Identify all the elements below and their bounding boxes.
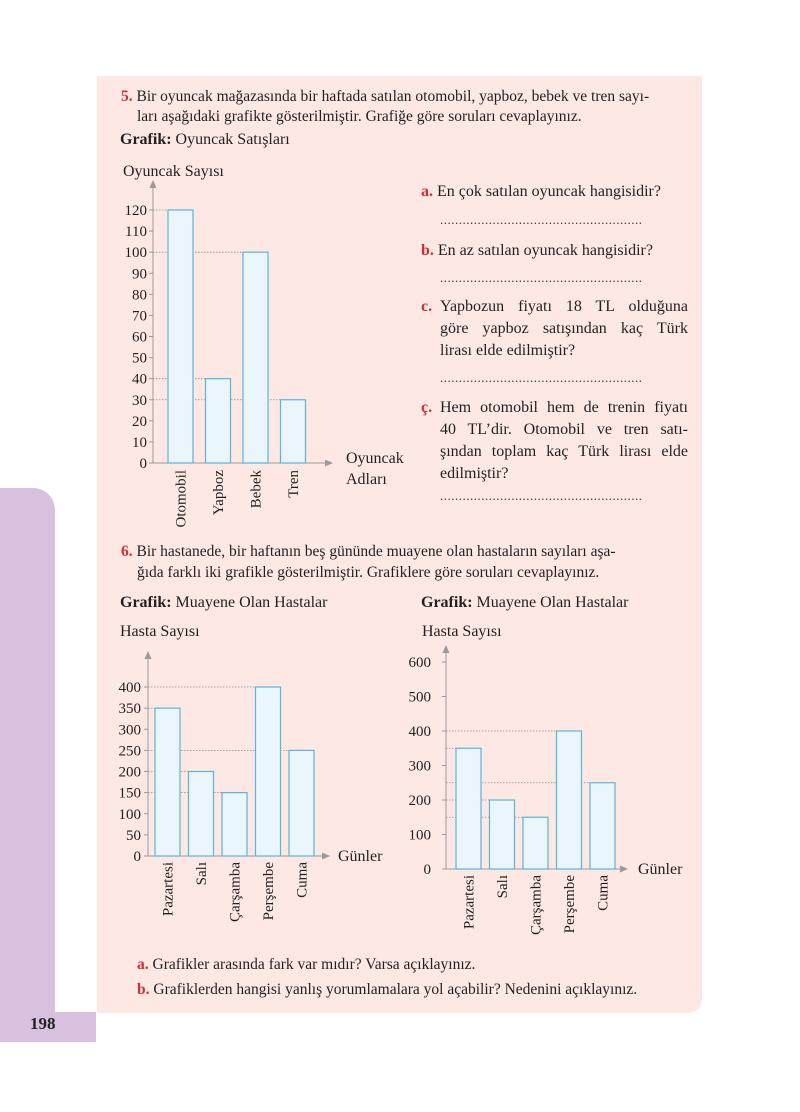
chart2-bar-cuma	[590, 783, 615, 869]
chart2-y-tick-label: 0	[423, 862, 431, 878]
q5c2-line2: 40 TL’dir. Otomobil ve tren satı-	[440, 421, 688, 438]
chart0-y-tick-label: 20	[132, 413, 147, 430]
q5c2-answer-line[interactable]: ......................................................	[440, 488, 643, 503]
chart0-y-tick-label: 70	[132, 308, 147, 325]
chart0-x-axis-label: Oyuncak	[346, 450, 404, 467]
chart1-y-tick-label: 50	[126, 827, 141, 844]
q5c-letter: c.	[421, 298, 433, 315]
q5-intro-text1: Bir oyuncak mağazasında bir haftada satılan otomobil, yapboz, bebek ve tren sayı-	[136, 88, 650, 105]
page-number: 198	[30, 1014, 56, 1033]
chart0-category-label: Bebek	[248, 470, 265, 509]
chart1-x-axis-arrow-icon	[322, 853, 330, 860]
q5c2-line1: Hem otomobil hem de trenin fiyatı	[440, 399, 688, 416]
chart1-bar-cuma	[289, 750, 314, 856]
chart1-bar-pazartesi	[155, 708, 180, 856]
q5c-line1: Yapbozun fiyatı 18 TL olduğuna	[440, 298, 688, 315]
chart2-x-axis-label: Günler	[638, 861, 683, 878]
chart2-category-label: Çarşamba	[528, 875, 545, 935]
chart1-y-tick-label: 350	[118, 701, 141, 718]
chart2-category-label: Cuma	[595, 875, 612, 911]
chart1-bar-salı	[189, 772, 214, 857]
chart2-y-tick-label: 100	[408, 827, 431, 844]
q5a-answer-line[interactable]: ......................................................	[440, 212, 643, 227]
chart1-category-label: Perşembe	[261, 862, 277, 921]
q5c2-letter: ç.	[421, 399, 433, 416]
q6-task-a-text: Grafikler arasında fark var mıdır? Varsa açıklayınız.	[152, 956, 476, 973]
chart2-category-label: Perşembe	[562, 875, 578, 934]
q6-task-a-letter: a.	[137, 956, 149, 973]
chart2-y-tick-label: 400	[408, 724, 431, 740]
q6-task-a	[137, 956, 475, 974]
q5a-letter: a.	[421, 183, 433, 200]
chart2-x-axis-arrow-icon	[620, 866, 628, 873]
chart1-category-label: Pazartesi	[160, 862, 177, 917]
q6-intro-line2: ğıda farklı iki grafikle gösterilmiştir. Grafiklere göre soruları cevaplayınız.	[137, 564, 600, 581]
q5-intro-line2: ları aşağıdaki grafikte gösterilmiştir. Grafiğe göre soruları cevaplayınız.	[137, 108, 582, 125]
chart1-y-tick-label: 100	[118, 806, 141, 823]
q6-right-graph-label: Grafik:	[421, 594, 473, 611]
chart0-y-tick-label: 30	[132, 392, 147, 409]
q5-number: 5.	[121, 88, 133, 105]
chart0-y-tick-label: 60	[132, 329, 147, 346]
chart1-bar-perşembe	[256, 687, 281, 856]
chart1-bar-çarşamba	[222, 793, 247, 856]
chart1-y-tick-label: 0	[133, 849, 141, 865]
chart1-y-tick-label: 250	[118, 743, 141, 760]
chart0-y-tick-label: 50	[132, 350, 147, 367]
chart2-y-tick-label: 200	[408, 793, 431, 809]
chart1-y-axis-arrow-icon	[145, 651, 152, 659]
chart1-x-axis-label: Günler	[338, 848, 383, 865]
chart0-y-tick-label: 110	[125, 224, 147, 241]
chart1-y-tick-label: 200	[118, 764, 141, 781]
q5c-line3: lirası elde edilmiştir?	[440, 342, 576, 359]
chart1-y-axis-label: Hasta Sayısı	[120, 623, 200, 640]
chart2-bar-çarşamba	[523, 817, 548, 869]
q6-left-graph-title: Muayene Olan Hastalar	[175, 594, 328, 611]
chart1-y-tick-label: 300	[118, 722, 141, 739]
chart1-category-label: Çarşamba	[227, 862, 244, 922]
chart2-y-axis-label: Hasta Sayısı	[422, 623, 502, 640]
q5b-letter: b.	[421, 242, 434, 259]
q5c2-line3: şından toplam kaç Türk lirası elde	[440, 443, 688, 460]
chart1-category-label: Cuma	[294, 862, 311, 898]
chart0-y-tick-label: 120	[124, 203, 147, 219]
chart0-y-tick-label: 90	[132, 266, 147, 283]
chart1-category-label: Salı	[194, 862, 210, 886]
chart0-category-label: Yapboz	[211, 470, 227, 516]
q6-left-graph-label: Grafik:	[120, 594, 172, 611]
chart1-y-tick-label: 150	[118, 785, 141, 802]
q5-graph-label: Grafik:	[120, 131, 172, 148]
chart2-category-label: Pazartesi	[461, 875, 478, 930]
q5c-answer-line[interactable]: ......................................................	[440, 370, 643, 385]
q6-number: 6.	[121, 543, 133, 560]
chart0-y-tick-label: 40	[132, 371, 147, 388]
q5c-line2: göre yapboz satışından kaç Türk	[440, 320, 688, 337]
chart0-y-tick-label: 100	[124, 245, 147, 262]
chart2-y-axis-arrow-icon	[443, 645, 450, 653]
chart2-bar-salı	[490, 800, 515, 869]
chart0-x-axis-label-2: Adları	[346, 471, 387, 488]
q6-task-b-letter: b.	[137, 981, 150, 998]
chart0-y-tick-label: 10	[132, 434, 147, 451]
chart2-y-tick-label: 600	[408, 655, 431, 671]
q5b-text: En az satılan oyuncak hangisidir?	[437, 242, 653, 259]
q6-task-b	[137, 981, 637, 999]
chart0-category-label: Otomobil	[173, 470, 190, 528]
q5a-text: En çok satılan oyuncak hangisidir?	[437, 183, 661, 200]
chart2-category-label: Salı	[495, 875, 511, 899]
chart0-category-label: Tren	[286, 470, 302, 498]
chart2-bar-perşembe	[557, 731, 582, 869]
q5b-answer-line[interactable]: ......................................................	[440, 270, 643, 285]
q6-intro-text1: Bir hastanede, bir haftanın beş gününde muayene olan hastaların sayıları aşa-	[136, 543, 616, 560]
q5c2-line4: edilmiştir?	[440, 465, 509, 482]
q5-graph-title: Oyuncak Satışları	[175, 131, 290, 148]
q6-right-graph-title: Muayene Olan Hastalar	[476, 594, 629, 611]
chart0-y-axis-label: Oyuncak Sayısı	[123, 163, 224, 180]
chart0-y-tick-label: 80	[132, 287, 147, 304]
chart2-bar-pazartesi	[456, 748, 481, 869]
chart2-y-tick-label: 500	[408, 689, 431, 706]
chart2-y-tick-label: 300	[408, 758, 431, 775]
q6-task-b-text: Grafiklerden hangisi yanlış yorumlamalara yol açabilir? Nedenini açıklayınız.	[153, 981, 638, 998]
chart0-y-tick-label: 0	[139, 456, 147, 472]
chart1-y-tick-label: 400	[118, 680, 141, 696]
